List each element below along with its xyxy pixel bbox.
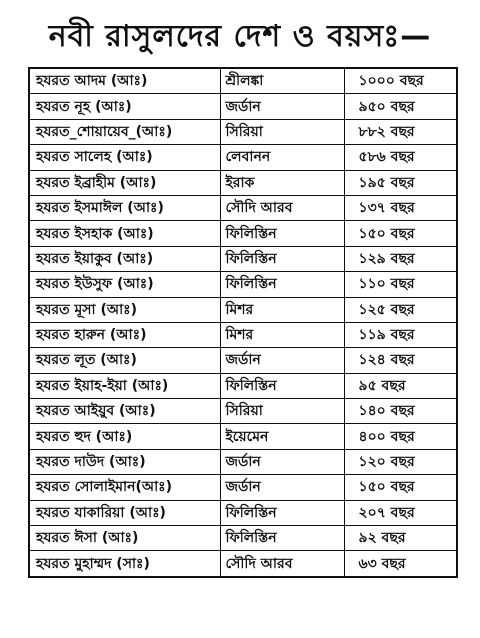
prophet-name-cell: হযরত মূসা (আঃ) [29, 297, 220, 322]
age-cell: ১২৫ বছর [344, 297, 457, 322]
age-cell: ১১৯ বছর [344, 322, 457, 347]
country-cell: জর্ডান [220, 449, 344, 474]
country-cell: ফিলিস্তিন [220, 500, 344, 525]
age-cell: ৯৫০ বছর [344, 94, 457, 119]
age-cell: ৬৩ বছর [344, 551, 457, 577]
prophet-name-cell: হযরত লূত (আঃ) [29, 348, 220, 373]
table-row [29, 170, 457, 195]
prophet-name-cell: হযরত ইউসুফ (আঃ) [29, 272, 220, 297]
country-cell: মিশর [220, 297, 344, 322]
country-cell: জর্ডান [220, 94, 344, 119]
table-row [29, 221, 457, 246]
table-row [29, 449, 457, 474]
age-cell: ৫৮৬ বছর [344, 145, 457, 170]
table-row [29, 526, 457, 551]
page-title: নবী রাসুলদের দেশ ও বয়সঃ— [48, 18, 432, 54]
prophet-name-cell: হযরত মুহাম্মদ (সাঃ) [29, 551, 220, 577]
age-cell: ১৩৭ বছর [344, 195, 457, 220]
age-cell: ১২০ বছর [344, 449, 457, 474]
country-cell: ইয়েমেন [220, 424, 344, 449]
table-row [29, 68, 457, 94]
prophet-name-cell: হযরত ইয়াকুব (আঃ) [29, 246, 220, 271]
prophet-name-cell: হযরত সোলাইমান(আঃ) [29, 475, 220, 500]
prophet-name-cell: হযরত সালেহ (আঃ) [29, 145, 220, 170]
age-cell: ৪০০ বছর [344, 424, 457, 449]
table-row [29, 500, 457, 525]
prophet-name-cell: হযরত যাকারিয়া (আঃ) [29, 500, 220, 525]
table-row [29, 322, 457, 347]
table-row [29, 348, 457, 373]
age-cell: ১৯৫ বছর [344, 170, 457, 195]
age-cell: ১১০ বছর [344, 272, 457, 297]
country-cell: ফিলিস্তিন [220, 272, 344, 297]
table-row [29, 297, 457, 322]
country-cell: সিরিয়া [220, 399, 344, 424]
country-cell: সৌদি আরব [220, 195, 344, 220]
country-cell: ইরাক [220, 170, 344, 195]
table-row [29, 475, 457, 500]
prophet-name-cell: হযরত ইব্রাহীম (আঃ) [29, 170, 220, 195]
prophet-name-cell: হযরত_শোয়ায়েব_(আঃ) [29, 119, 220, 144]
table-row [29, 272, 457, 297]
prophet-name-cell: হযরত আইয়ুব (আঃ) [29, 399, 220, 424]
age-cell: ৮৮২ বছর [344, 119, 457, 144]
age-cell: ১৫০ বছর [344, 221, 457, 246]
prophet-name-cell: হযরত ইয়াহ-ইয়া (আঃ) [29, 373, 220, 398]
country-cell: লেবানন [220, 145, 344, 170]
table-row [29, 246, 457, 271]
country-cell: সৌদি আরব [220, 551, 344, 577]
table-row [29, 195, 457, 220]
age-cell: ১৪০ বছর [344, 399, 457, 424]
prophet-name-cell: হযরত নূহ (আঃ) [29, 94, 220, 119]
prophet-name-cell: হযরত দাউদ (আঃ) [29, 449, 220, 474]
table-row [29, 373, 457, 398]
age-cell: ৯২ বছর [344, 526, 457, 551]
prophets-table [28, 67, 458, 578]
age-cell: ১২৯ বছর [344, 246, 457, 271]
prophet-name-cell: হযরত ইসহাক (আঃ) [29, 221, 220, 246]
age-cell: ৯৫ বছর [344, 373, 457, 398]
country-cell: মিশর [220, 322, 344, 347]
age-cell: ১৫০ বছর [344, 475, 457, 500]
table-row [29, 399, 457, 424]
table-body [29, 68, 457, 577]
prophet-name-cell: হযরত হুদ (আঃ) [29, 424, 220, 449]
country-cell: শ্রীলঙ্কা [220, 68, 344, 94]
table-row [29, 145, 457, 170]
country-cell: সিরিয়া [220, 119, 344, 144]
table-row [29, 94, 457, 119]
table-row [29, 551, 457, 577]
age-cell: ১০০০ বছর [344, 68, 457, 94]
table-row [29, 119, 457, 144]
country-cell: ফিলিস্তিন [220, 246, 344, 271]
prophet-name-cell: হযরত ঈসা (আঃ) [29, 526, 220, 551]
table-row [29, 424, 457, 449]
prophet-name-cell: হযরত ইসমাঈল (আঃ) [29, 195, 220, 220]
country-cell: ফিলিস্তিন [220, 526, 344, 551]
age-cell: ২০৭ বছর [344, 500, 457, 525]
country-cell: ফিলিস্তিন [220, 373, 344, 398]
prophet-name-cell: হযরত হারুন (আঃ) [29, 322, 220, 347]
country-cell: জর্ডান [220, 348, 344, 373]
country-cell: জর্ডান [220, 475, 344, 500]
age-cell: ১২৪ বছর [344, 348, 457, 373]
country-cell: ফিলিস্তিন [220, 221, 344, 246]
prophet-name-cell: হযরত আদম (আঃ) [29, 68, 220, 94]
prophets-table-container [28, 67, 456, 578]
